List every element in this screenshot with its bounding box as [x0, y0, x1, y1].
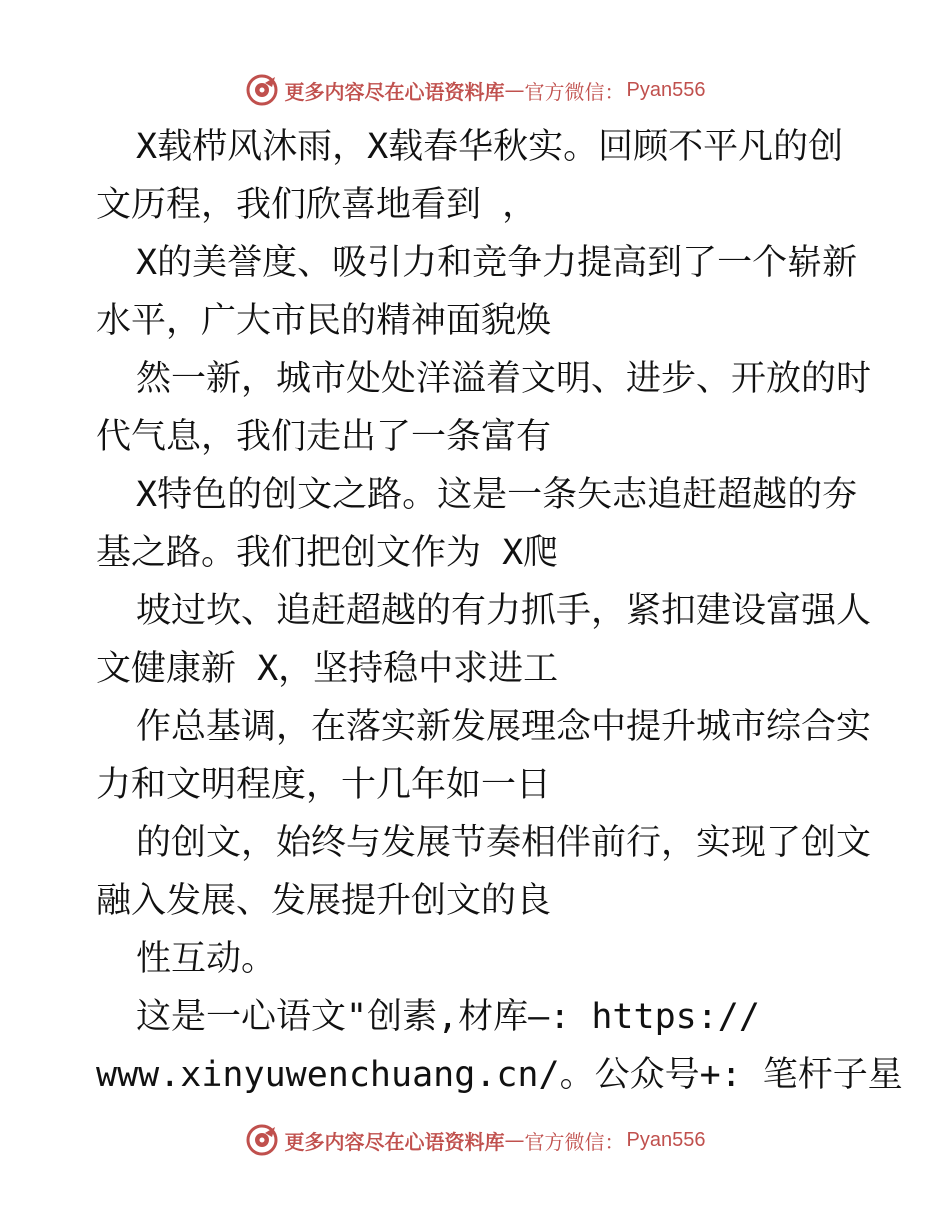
footer-banner — [0, 1120, 950, 1160]
text-line: 性互动。 — [136, 939, 277, 979]
text-line: 然一新，城市处处洋溢着文明、进步、开放的时 — [136, 359, 872, 399]
text-line: 基之路。我们把创文作为 X爬 — [96, 533, 559, 573]
banner-dash: — — [504, 1128, 525, 1152]
text-line: X特色的创文之路。这是一条矢志追赶超越的夯 — [136, 475, 858, 515]
text-line: 的创文，始终与发展节奏相伴前行，实现了创文 — [136, 823, 872, 863]
banner-lead-text: 更多内容尽在心语资料库 — [284, 79, 505, 104]
text-line: 坡过坎、追赶超越的有力抓手，紧扣建设富强人 — [136, 591, 872, 631]
banner-wechat-label: 官方微信： — [524, 79, 625, 104]
banner-lead-text: 更多内容尽在心语资料库 — [284, 1129, 505, 1154]
text-line: www.xinyuwenchuang.cn/。公众号+: 笔杆子星 — [96, 1055, 903, 1095]
text-line: X的美誉度、吸引力和竞争力提高到了一个崭新 — [136, 243, 858, 283]
brand-logo-icon — [245, 1123, 279, 1157]
document-body — [96, 118, 903, 1104]
banner-wechat-id: Pyan556 — [626, 78, 706, 101]
text-line: X载栉风沐雨，X载春华秋实。回顾不平凡的创 — [136, 127, 844, 167]
text-line: 力和文明程度，十几年如一日 — [96, 765, 552, 805]
text-line: 水平，广大市民的精神面貌焕 — [96, 301, 552, 341]
text-line: 文健康新 X，坚持稳中求进工 — [96, 649, 559, 689]
banner-wechat-id: Pyan556 — [626, 1128, 706, 1151]
header-banner — [0, 70, 950, 110]
text-line: 作总基调，在落实新发展理念中提升城市综合实 — [136, 707, 872, 747]
text-line: 代气息，我们走出了一条富有 — [96, 417, 552, 457]
banner-dash: — — [504, 78, 525, 102]
text-line: 这是一心语文"创素,材库—: https:// — [136, 997, 760, 1037]
text-line: 融入发展、发展提升创文的良 — [96, 881, 552, 921]
banner-wechat-label: 官方微信： — [524, 1129, 625, 1154]
brand-logo-icon — [245, 73, 279, 107]
text-line: 文历程，我们欣喜地看到 ， — [96, 185, 538, 225]
